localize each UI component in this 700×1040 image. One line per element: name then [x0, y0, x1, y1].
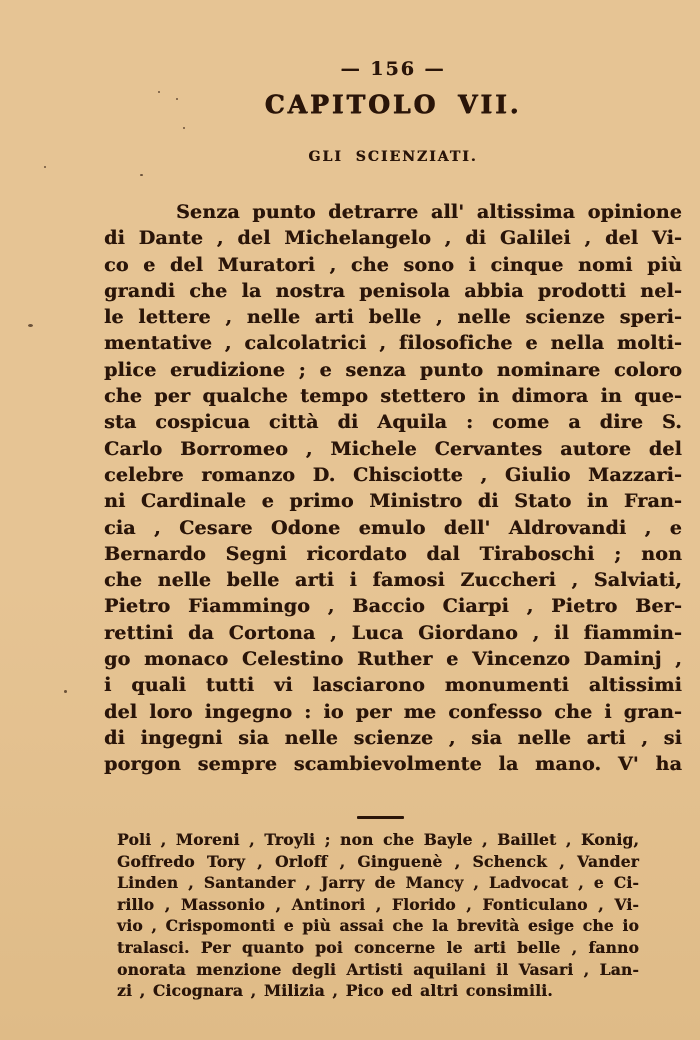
- text-line: Bernardo Segni ricordato dal Tiraboschi ; non: [104, 542, 682, 565]
- text-line: Goffredo Tory , Orloff , Ginguenè , Schenck , Vander: [117, 851, 639, 871]
- text-line: onorata menzione degli Artisti aquilani il Vasari , Lan-: [117, 959, 639, 979]
- footnote-separator: [357, 816, 404, 819]
- chapter-title: CAPITOLO VII.: [264, 90, 522, 119]
- text-line: sta cospicua città di Aquila : come a dire S.: [104, 411, 682, 434]
- text-line: plice erudizione ; e senza punto nominare coloro: [104, 358, 682, 381]
- ink-speck: [64, 690, 67, 693]
- text-line: Carlo Borromeo , Michele Cervantes autore del: [104, 437, 682, 460]
- text-line: Poli , Moreni , Troyli ; non che Bayle , Baillet , Konig,: [117, 830, 639, 849]
- text-line: di Dante , del Michelangelo , di Galilei , del Vi-: [104, 227, 682, 250]
- text-line: go monaco Celestino Ruther e Vincenzo Daminj ,: [104, 648, 682, 671]
- text-line: co e del Muratori , che sono i cinque nomi più: [104, 253, 682, 276]
- text-line: vio , Crispomonti e più assai che la brevità esige che io: [117, 916, 639, 936]
- text-line: Senza punto detrarre all' altissima opinione: [176, 201, 682, 223]
- text-line: di ingegni sia nelle scienze , sia nelle arti , si: [104, 726, 682, 749]
- text-line: del loro ingegno : io per me confesso che i gran-: [104, 700, 682, 723]
- text-line: che nelle belle arti i famosi Zuccheri , Salviati,: [104, 569, 682, 592]
- text-line: tralasci. Per quanto poi concerne le arti belle , fanno: [117, 937, 639, 957]
- ink-speck: [44, 166, 46, 168]
- text-line: cia , Cesare Odone emulo dell' Aldrovandi , e: [104, 516, 682, 539]
- ink-speck: [140, 174, 143, 176]
- text-line: le lettere , nelle arti belle , nelle scienze speri-: [104, 306, 682, 329]
- ink-speck: [28, 324, 33, 327]
- text-line: Pietro Fiammingo , Baccio Ciarpi , Pietro Ber-: [104, 595, 682, 618]
- text-line: ni Cardinale e primo Ministro di Stato in Fran-: [104, 490, 682, 513]
- text-line: Linden , Santander , Jarry de Mancy , Ladvocat , e Ci-: [117, 873, 639, 893]
- ink-speck: [183, 127, 185, 129]
- section-title: GLI SCIENZIATI.: [308, 149, 478, 165]
- text-line: rettini da Cortona , Luca Giordano , il fiammin-: [104, 621, 682, 644]
- ink-speck: [176, 98, 178, 100]
- text-line: grandi che la nostra penisola abbia prodotti nel-: [104, 279, 682, 302]
- ink-speck: [158, 91, 160, 93]
- text-line: i quali tutti vi lasciarono monumenti altissimi: [104, 674, 682, 697]
- text-line: mentative , calcolatrici , filosofiche e nella molti-: [104, 332, 682, 355]
- page-number: — 156 —: [340, 58, 446, 80]
- text-line: porgon sempre scambievolmente la mano. V' ha: [104, 753, 682, 776]
- text-line: zi , Cicognara , Milizia , Pico ed altri consimili.: [117, 981, 553, 1001]
- footnote-text: [117, 829, 639, 1002]
- text-line: celebre romanzo D. Chisciotte , Giulio Mazzari-: [104, 463, 682, 486]
- body-text: [104, 199, 682, 778]
- text-line: che per qualche tempo stettero in dimora in que-: [104, 385, 682, 408]
- text-line: rillo , Massonio , Antinori , Florido , Fonticulano , Vi-: [117, 894, 639, 914]
